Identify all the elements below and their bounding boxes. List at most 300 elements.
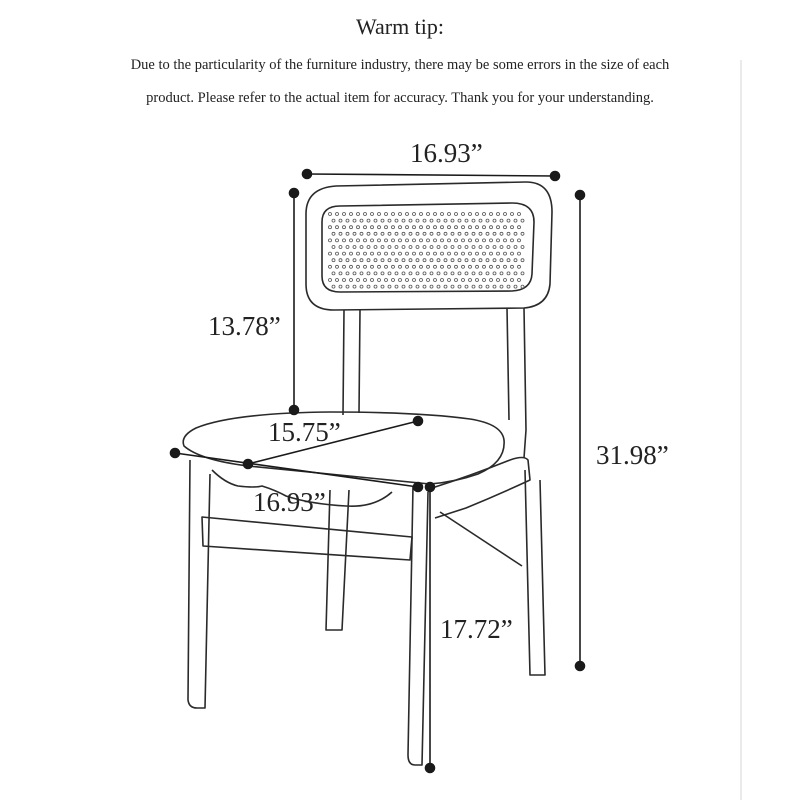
rattan-dot: [360, 259, 363, 262]
rattan-dot: [413, 226, 416, 229]
rattan-dot: [378, 226, 381, 229]
back-width-dot-left: [303, 170, 312, 179]
rattan-dot: [441, 252, 444, 255]
rattan-dot: [406, 265, 409, 268]
warm-tip-title: Warm tip:: [355, 14, 445, 39]
rattan-dot: [497, 265, 500, 268]
rattan-dot: [423, 285, 426, 288]
rattan-dot: [469, 252, 472, 255]
rattan-dot: [343, 252, 346, 255]
rattan-dot: [521, 232, 524, 235]
rattan-dot: [427, 226, 430, 229]
rattan-dot: [381, 272, 384, 275]
rattan-dot: [336, 265, 339, 268]
rattan-dot: [448, 279, 451, 282]
rattan-dot: [427, 213, 430, 216]
rattan-dot: [497, 226, 500, 229]
rattan-dot: [357, 252, 360, 255]
rattan-dot: [451, 272, 454, 275]
rattan-dot: [514, 219, 517, 222]
rattan-weave: [329, 213, 525, 289]
rattan-dot: [357, 279, 360, 282]
rattan-dot: [500, 246, 503, 249]
rattan-dot: [416, 232, 419, 235]
rattan-dot: [504, 252, 507, 255]
rattan-dot: [339, 285, 342, 288]
rattan-dot: [476, 239, 479, 242]
seat-depth-label: 15.75”: [268, 417, 341, 447]
rattan-dot: [374, 219, 377, 222]
total-height-dot-bottom: [576, 662, 585, 671]
rattan-dot: [511, 252, 514, 255]
rattan-dot: [350, 279, 353, 282]
rattan-dot: [490, 213, 493, 216]
rattan-dot: [451, 232, 454, 235]
rattan-dot: [437, 272, 440, 275]
seat: [183, 412, 504, 484]
rattan-dot: [406, 239, 409, 242]
rattan-dot: [469, 213, 472, 216]
rattan-dot: [332, 246, 335, 249]
rattan-dot: [455, 279, 458, 282]
rattan-dot: [406, 213, 409, 216]
rattan-dot: [388, 259, 391, 262]
rattan-dot: [388, 285, 391, 288]
rattan-dot: [483, 252, 486, 255]
rattan-dot: [423, 259, 426, 262]
rattan-dot: [490, 265, 493, 268]
rattan-dot: [521, 272, 524, 275]
rattan-dot: [329, 226, 332, 229]
rattan-dot: [374, 285, 377, 288]
rattan-dot: [490, 226, 493, 229]
rattan-dot: [385, 265, 388, 268]
rattan-dot: [367, 219, 370, 222]
rattan-dot: [458, 285, 461, 288]
rattan-dot: [441, 239, 444, 242]
rattan-dot: [497, 252, 500, 255]
rattan-dot: [385, 213, 388, 216]
rattan-dot: [413, 239, 416, 242]
rattan-dot: [423, 219, 426, 222]
rattan-dot: [329, 252, 332, 255]
seat-width-line: [175, 453, 418, 487]
rattan-dot: [507, 285, 510, 288]
rattan-dot: [458, 272, 461, 275]
rattan-dot: [441, 265, 444, 268]
rattan-dot: [448, 239, 451, 242]
rattan-dot: [444, 272, 447, 275]
rattan-dot: [336, 252, 339, 255]
rattan-dot: [448, 226, 451, 229]
rattan-dot: [514, 285, 517, 288]
rattan-dot: [409, 232, 412, 235]
side-rail-right: [432, 458, 530, 519]
rattan-dot: [490, 279, 493, 282]
rattan-dot: [479, 259, 482, 262]
rattan-dot: [490, 252, 493, 255]
side-rail-right-lower: [440, 512, 522, 566]
rattan-dot: [420, 279, 423, 282]
rattan-dot: [413, 252, 416, 255]
rattan-dot: [497, 213, 500, 216]
rattan-dot: [416, 219, 419, 222]
rattan-dot: [511, 279, 514, 282]
rattan-dot: [465, 232, 468, 235]
rattan-dot: [360, 246, 363, 249]
rattan-dot: [329, 239, 332, 242]
rattan-dot: [427, 252, 430, 255]
rattan-dot: [486, 285, 489, 288]
rattan-dot: [521, 246, 524, 249]
rattan-dot: [483, 226, 486, 229]
rattan-dot: [441, 226, 444, 229]
rattan-dot: [364, 252, 367, 255]
rattan-dot: [409, 219, 412, 222]
rattan-dot: [402, 285, 405, 288]
rattan-dot: [479, 219, 482, 222]
rattan-dot: [413, 213, 416, 216]
rattan-dot: [462, 265, 465, 268]
rattan-dot: [518, 213, 521, 216]
rattan-dot: [392, 252, 395, 255]
rattan-dot: [353, 285, 356, 288]
rattan-dot: [378, 265, 381, 268]
rattan-dot: [455, 213, 458, 216]
rattan-dot: [360, 232, 363, 235]
rattan-dot: [504, 226, 507, 229]
back-height-label: 13.78”: [208, 311, 281, 341]
rattan-dot: [402, 219, 405, 222]
rattan-dot: [420, 226, 423, 229]
rattan-dot: [448, 252, 451, 255]
rattan-dot: [353, 272, 356, 275]
rattan-dot: [490, 239, 493, 242]
rattan-dot: [388, 232, 391, 235]
back-width-label: 16.93”: [410, 138, 483, 168]
seat-width-dot-left: [171, 449, 180, 458]
rattan-dot: [402, 246, 405, 249]
rattan-dot: [493, 272, 496, 275]
rattan-dot: [374, 259, 377, 262]
rattan-dot: [371, 265, 374, 268]
rattan-dot: [416, 246, 419, 249]
rattan-dot: [462, 279, 465, 282]
rattan-dot: [479, 246, 482, 249]
rattan-dot: [420, 265, 423, 268]
rattan-dot: [448, 265, 451, 268]
rattan-dot: [406, 279, 409, 282]
rattan-dot: [336, 239, 339, 242]
rattan-dot: [339, 232, 342, 235]
rattan-dot: [367, 246, 370, 249]
rattan-dot: [346, 285, 349, 288]
front-leg-right: [408, 486, 428, 765]
rattan-dot: [486, 259, 489, 262]
rattan-dot: [500, 285, 503, 288]
rattan-dot: [434, 252, 437, 255]
rattan-dot: [395, 259, 398, 262]
rattan-dot: [504, 279, 507, 282]
rattan-dot: [409, 246, 412, 249]
warm-tip-line: Due to the particularity of the furniture industry, there may be some errors in the size of each: [130, 57, 670, 73]
rattan-dot: [381, 246, 384, 249]
rattan-dot: [402, 259, 405, 262]
rattan-dot: [507, 259, 510, 262]
rattan-dot: [504, 265, 507, 268]
rattan-dot: [465, 285, 468, 288]
rattan-dot: [364, 213, 367, 216]
rattan-dot: [409, 285, 412, 288]
rattan-dot: [458, 246, 461, 249]
rattan-dot: [378, 239, 381, 242]
rattan-dot: [472, 272, 475, 275]
rattan-dot: [367, 285, 370, 288]
rattan-dot: [385, 239, 388, 242]
rattan-dot: [451, 259, 454, 262]
rattan-dot: [332, 285, 335, 288]
rattan-dot: [504, 239, 507, 242]
rattan-dot: [406, 252, 409, 255]
rattan-dot: [486, 246, 489, 249]
rattan-dot: [339, 272, 342, 275]
rattan-dot: [514, 259, 517, 262]
back-leg-left: [326, 490, 349, 630]
seat-depth-dot-right: [414, 417, 423, 426]
rattan-dot: [339, 219, 342, 222]
rattan-dot: [521, 219, 524, 222]
rattan-dot: [514, 272, 517, 275]
back-leg-right: [525, 470, 545, 675]
rattan-dot: [353, 232, 356, 235]
rattan-dot: [493, 232, 496, 235]
rattan-dot: [332, 219, 335, 222]
rattan-dot: [332, 259, 335, 262]
rattan-dot: [364, 265, 367, 268]
front-stretcher: [202, 517, 412, 560]
rattan-dot: [371, 239, 374, 242]
rattan-dot: [420, 252, 423, 255]
rattan-dot: [385, 252, 388, 255]
rattan-dot: [402, 232, 405, 235]
rattan-dot: [367, 259, 370, 262]
rattan-dot: [413, 265, 416, 268]
rattan-dot: [430, 259, 433, 262]
rattan-dot: [455, 239, 458, 242]
rattan-dot: [465, 219, 468, 222]
rattan-dot: [500, 259, 503, 262]
rattan-dot: [451, 219, 454, 222]
rattan-dot: [430, 232, 433, 235]
rattan-dot: [479, 232, 482, 235]
rattan-dot: [374, 232, 377, 235]
rattan-dot: [504, 213, 507, 216]
rattan-dot: [353, 259, 356, 262]
rattan-dot: [493, 285, 496, 288]
rattan-dot: [479, 272, 482, 275]
rattan-dot: [346, 232, 349, 235]
rattan-dot: [385, 226, 388, 229]
rattan-dot: [416, 259, 419, 262]
rattan-dot: [493, 259, 496, 262]
back-width-dot-right: [551, 172, 560, 181]
rattan-dot: [511, 213, 514, 216]
rattan-dot: [458, 259, 461, 262]
rattan-dot: [437, 259, 440, 262]
rattan-dot: [437, 232, 440, 235]
rattan-dot: [420, 213, 423, 216]
rattan-dot: [500, 272, 503, 275]
rattan-dot: [343, 265, 346, 268]
rattan-dot: [350, 239, 353, 242]
rattan-dot: [472, 259, 475, 262]
rattan-dot: [346, 272, 349, 275]
rattan-dot: [332, 272, 335, 275]
rattan-dot: [518, 252, 521, 255]
rattan-dot: [367, 232, 370, 235]
rattan-dot: [483, 279, 486, 282]
rattan-dot: [469, 265, 472, 268]
rattan-dot: [483, 239, 486, 242]
rattan-dot: [472, 219, 475, 222]
rattan-dot: [476, 226, 479, 229]
rattan-dot: [367, 272, 370, 275]
rattan-dot: [430, 246, 433, 249]
rattan-dot: [493, 246, 496, 249]
rattan-dot: [360, 219, 363, 222]
seat-height-dot-bottom: [426, 764, 435, 773]
rattan-dot: [500, 232, 503, 235]
rattan-dot: [518, 265, 521, 268]
rattan-dot: [434, 239, 437, 242]
rattan-dot: [462, 226, 465, 229]
rattan-dot: [332, 232, 335, 235]
rattan-dot: [395, 232, 398, 235]
seat-width-dot-right: [414, 483, 423, 492]
seat-height-label: 17.72”: [440, 614, 513, 644]
rattan-dot: [430, 272, 433, 275]
rattan-dot: [437, 246, 440, 249]
rattan-dot: [353, 219, 356, 222]
back-post-left: [343, 310, 360, 415]
rattan-dot: [360, 285, 363, 288]
rattan-dot: [399, 265, 402, 268]
rattan-dot: [399, 279, 402, 282]
rattan-dot: [458, 232, 461, 235]
rattan-dot: [350, 226, 353, 229]
rattan-dot: [378, 279, 381, 282]
rattan-dot: [371, 252, 374, 255]
rattan-dot: [357, 239, 360, 242]
rattan-dot: [507, 232, 510, 235]
rattan-dot: [336, 213, 339, 216]
rattan-dot: [483, 265, 486, 268]
rattan-dot: [476, 279, 479, 282]
rattan-dot: [350, 252, 353, 255]
rattan-dot: [395, 272, 398, 275]
back-width-line: [307, 174, 555, 176]
rattan-dot: [518, 279, 521, 282]
rattan-dot: [486, 272, 489, 275]
rattan-dot: [350, 265, 353, 268]
rattan-dot: [465, 246, 468, 249]
rattan-dot: [374, 246, 377, 249]
rattan-dot: [507, 272, 510, 275]
rattan-dot: [392, 279, 395, 282]
rattan-dot: [476, 252, 479, 255]
rattan-dot: [476, 265, 479, 268]
rattan-dot: [437, 219, 440, 222]
rattan-dot: [427, 239, 430, 242]
rattan-dot: [507, 246, 510, 249]
rattan-dot: [451, 246, 454, 249]
rattan-dot: [518, 239, 521, 242]
rattan-dot: [423, 246, 426, 249]
rattan-dot: [462, 213, 465, 216]
rattan-dot: [339, 246, 342, 249]
rattan-dot: [486, 232, 489, 235]
rattan-dot: [343, 226, 346, 229]
rattan-dot: [364, 279, 367, 282]
rattan-dot: [434, 265, 437, 268]
rattan-dot: [409, 272, 412, 275]
rattan-dot: [399, 226, 402, 229]
rattan-dot: [388, 272, 391, 275]
rattan-dot: [455, 226, 458, 229]
rattan-dot: [514, 232, 517, 235]
rattan-dot: [427, 279, 430, 282]
rattan-dot: [486, 219, 489, 222]
rattan-dot: [430, 285, 433, 288]
rattan-dot: [420, 239, 423, 242]
rattan-dot: [493, 219, 496, 222]
rattan-dot: [336, 279, 339, 282]
rattan-dot: [378, 213, 381, 216]
rattan-dot: [399, 239, 402, 242]
rattan-dot: [399, 213, 402, 216]
rattan-dot: [472, 246, 475, 249]
rattan-dot: [392, 213, 395, 216]
rattan-dot: [455, 265, 458, 268]
rattan-dot: [385, 279, 388, 282]
rattan-dot: [360, 272, 363, 275]
rattan-dot: [346, 259, 349, 262]
rattan-dot: [434, 279, 437, 282]
front-leg-left: [188, 460, 210, 708]
rattan-dot: [511, 226, 514, 229]
rattan-dot: [476, 213, 479, 216]
rattan-dot: [497, 279, 500, 282]
rattan-dot: [444, 219, 447, 222]
rattan-dot: [374, 272, 377, 275]
rattan-dot: [469, 279, 472, 282]
rattan-dot: [392, 239, 395, 242]
rattan-dot: [423, 272, 426, 275]
rattan-dot: [336, 226, 339, 229]
rattan-dot: [357, 226, 360, 229]
rattan-dot: [455, 252, 458, 255]
total-height-label: 31.98”: [596, 440, 669, 470]
rattan-dot: [479, 285, 482, 288]
rattan-dot: [364, 226, 367, 229]
rattan-dot: [448, 213, 451, 216]
rattan-dot: [381, 259, 384, 262]
rattan-dot: [357, 265, 360, 268]
rattan-dot: [378, 252, 381, 255]
rattan-dot: [441, 279, 444, 282]
rattan-dot: [399, 252, 402, 255]
back-height-dot-top: [290, 189, 299, 198]
